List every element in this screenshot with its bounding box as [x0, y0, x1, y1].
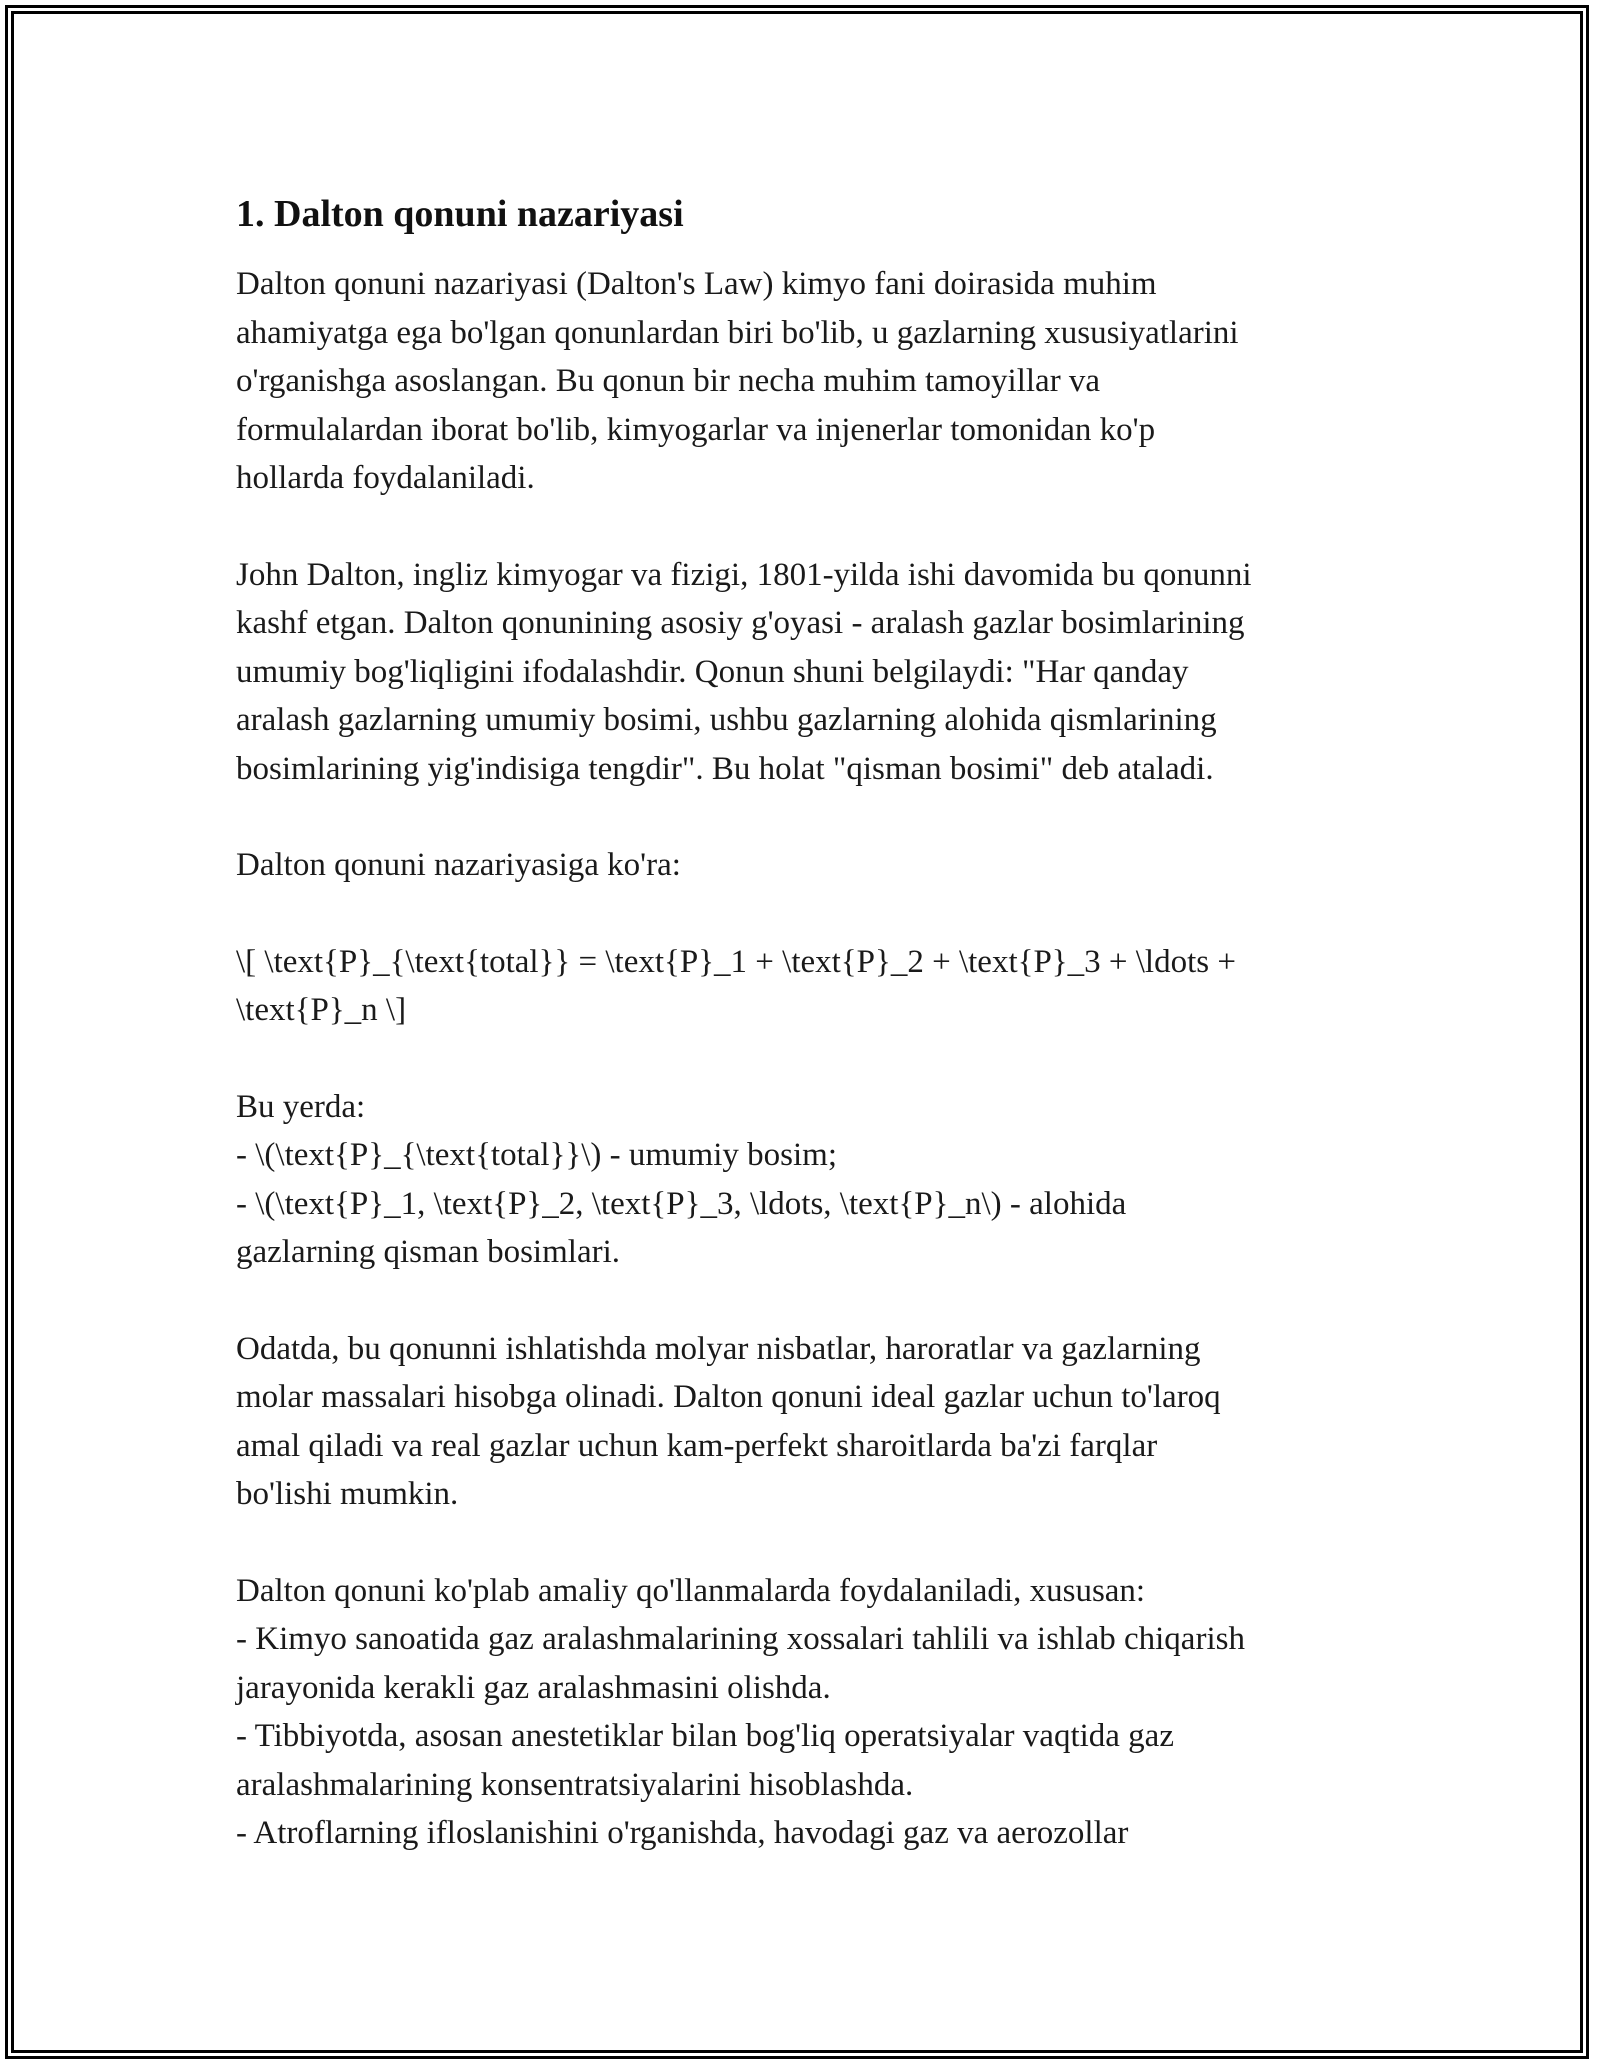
text-line: Odatda, bu qonunni ishlatishda molyar nisbatlar, haroratlar va gazlarning — [236, 1330, 1201, 1367]
text-line: John Dalton, ingliz kimyogar va fizigi, 1801-yilda ishi davomida bu qonunni — [236, 556, 1252, 593]
text-line: Dalton qonuni nazariyasiga ko'ra: — [236, 847, 681, 883]
usage-paragraph — [236, 1325, 1396, 1519]
list-item: - \(\text{P}_{\text{total}}\) - umumiy bosim; — [236, 1137, 837, 1173]
text-line: amal qiladi va real gazlar uchun kam-perfekt sharoitlarda ba'zi farqlar — [236, 1427, 1158, 1464]
formula-line: \text{P}_n \] — [236, 992, 407, 1028]
formula-intro-paragraph — [236, 841, 1396, 890]
list-item: - Atroflarning ifloslanishini o'rganishda, havodagi gaz va aerozollar — [236, 1815, 1129, 1851]
formula-block — [236, 938, 1396, 1035]
list-item: - Kimyo sanoatida gaz aralashmalarining xossalari tahlili va ishlab chiqarish — [236, 1621, 1245, 1657]
intro-paragraph — [236, 260, 1396, 503]
text-line: Dalton qonuni ko'plab amaliy qo'llanmalarda foydalaniladi, xususan: — [236, 1572, 1146, 1609]
text-line: gazlarning qisman bosimlari. — [236, 1234, 620, 1270]
section-heading: 1. Dalton qonuni nazariyasi — [236, 193, 684, 235]
text-line: aralash gazlarning umumiy bosimi, ushbu gazlarning alohida qismlarining — [236, 702, 1217, 738]
text-line: kashf etgan. Dalton qonunining asosiy g'oyasi - aralash gazlar bosimlarining — [236, 605, 1245, 641]
text-line: bo'lishi mumkin. — [236, 1476, 459, 1512]
text-line: hollarda foydalaniladi. — [236, 460, 535, 496]
text-line: aralashmalarining konsentratsiyalarini hisoblashda. — [236, 1766, 914, 1803]
definitions-list — [236, 1083, 1396, 1277]
history-paragraph — [236, 551, 1396, 794]
text-line: o'rganishga asoslangan. Bu qonun bir necha muhim tamoyillar va — [236, 363, 1101, 399]
text-line: formulalardan iborat bo'lib, kimyogarlar va injenerlar tomonidan ko'p — [236, 411, 1156, 448]
applications-paragraph — [236, 1567, 1396, 1858]
text-line: molar massalari hisobga olinadi. Dalton qonuni ideal gazlar uchun to'laroq — [236, 1379, 1221, 1415]
text-line: bosimlarining yig'indisiga tengdir". Bu holat "qisman bosimi" deb ataladi. — [236, 750, 1214, 787]
text-line: Dalton qonuni nazariyasi (Dalton's Law) kimyo fani doirasida muhim — [236, 266, 1157, 302]
formula-line: \[ \text{P}_{\text{total}} = \text{P}_1 + \text{P}_2 + \text{P}_3 + \ldots + — [236, 943, 1236, 980]
text-line: umumiy bog'liqligini ifodalashdir. Qonun shuni belgilaydi: "Har qanday — [236, 653, 1189, 690]
list-item: - Tibbiyotda, asosan anestetiklar bilan bog'liq operatsiyalar vaqtida gaz — [236, 1718, 1174, 1754]
text-line: Bu yerda: — [236, 1088, 366, 1125]
text-line: jarayonida kerakli gaz aralashmasini olishda. — [236, 1669, 831, 1706]
text-line: ahamiyatga ega bo'lgan qonunlardan biri bo'lib, u gazlarning xususiyatlarini — [236, 314, 1239, 351]
document-body — [236, 186, 1396, 1906]
list-item: - \(\text{P}_1, \text{P}_2, \text{P}_3, \ldots, \text{P}_n\) - alohida — [236, 1185, 1127, 1222]
